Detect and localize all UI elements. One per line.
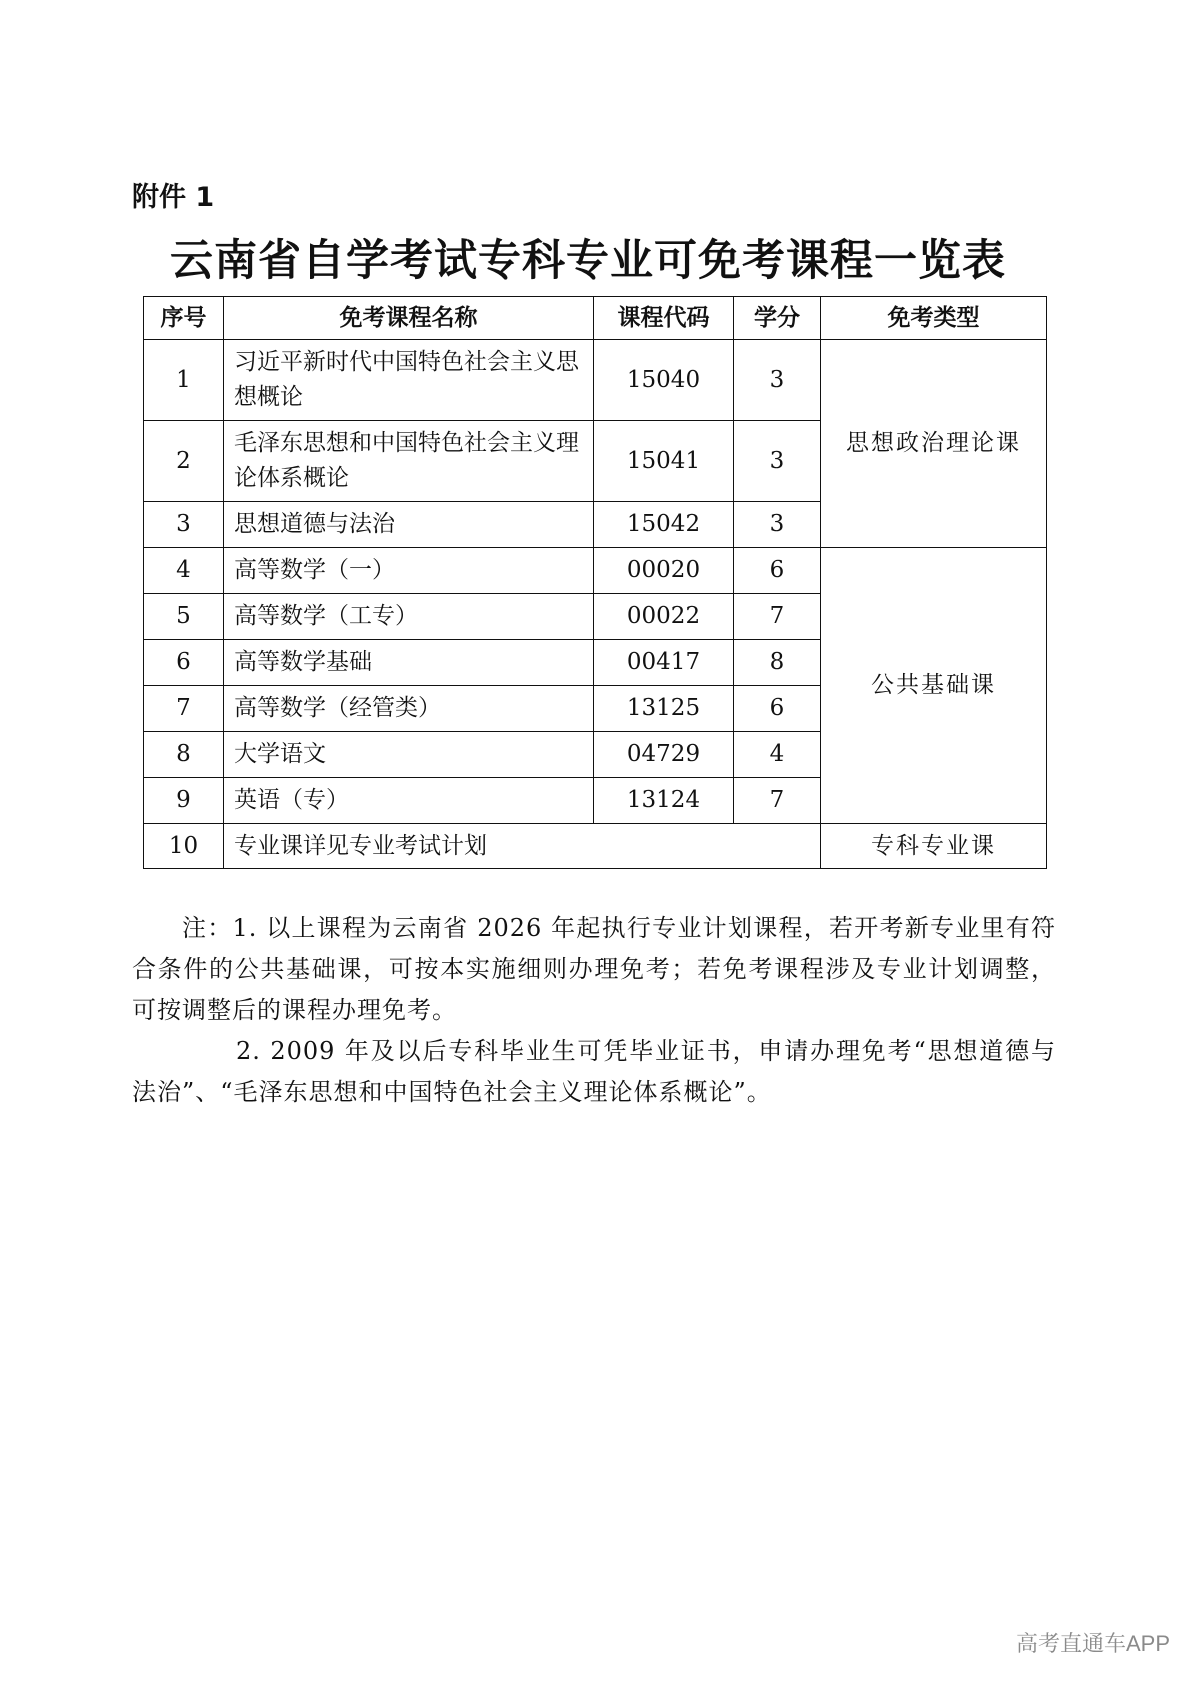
seq-cell: 7 bbox=[144, 686, 224, 732]
type-cell-specialized: 专科专业课 bbox=[821, 824, 1047, 869]
header-course-code: 课程代码 bbox=[594, 297, 734, 340]
header-credit: 学分 bbox=[734, 297, 821, 340]
course-code-cell: 00020 bbox=[594, 548, 734, 594]
credit-cell: 8 bbox=[734, 640, 821, 686]
course-code-cell: 15041 bbox=[594, 421, 734, 502]
watermark: 高考直通车APP bbox=[1015, 1631, 1170, 1656]
course-name-cell: 高等数学基础 bbox=[224, 640, 594, 686]
course-code-cell: 00417 bbox=[594, 640, 734, 686]
course-name-cell: 思想道德与法治 bbox=[224, 502, 594, 548]
header-exemption-type: 免考类型 bbox=[821, 297, 1047, 340]
document-title: 云南省自学考试专科专业可免考课程一览表 bbox=[170, 236, 1006, 286]
type-cell-political-theory: 思想政治理论课 bbox=[821, 340, 1047, 548]
course-code-cell: 00022 bbox=[594, 594, 734, 640]
type-cell-public-basic: 公共基础课 bbox=[821, 548, 1047, 824]
course-name-cell: 习近平新时代中国特色社会主义思想概论 bbox=[224, 340, 594, 421]
course-name-cell: 高等数学（经管类） bbox=[224, 686, 594, 732]
header-seq: 序号 bbox=[144, 297, 224, 340]
seq-cell: 4 bbox=[144, 548, 224, 594]
seq-cell: 8 bbox=[144, 732, 224, 778]
course-code-cell: 13125 bbox=[594, 686, 734, 732]
seq-cell: 6 bbox=[144, 640, 224, 686]
course-name-cell: 大学语文 bbox=[224, 732, 594, 778]
exemption-course-table bbox=[143, 296, 1047, 869]
course-name-cell: 高等数学（工专） bbox=[224, 594, 594, 640]
seq-cell: 1 bbox=[144, 340, 224, 421]
course-code-cell: 04729 bbox=[594, 732, 734, 778]
credit-cell: 3 bbox=[734, 421, 821, 502]
note-2: 2. 2009 年及以后专科毕业生可凭毕业证书，申请办理免考“思想道德与法治”、“毛泽东思想和中国特色社会主义理论体系概论”。 bbox=[132, 1037, 1056, 1106]
course-name-cell: 高等数学（一） bbox=[224, 548, 594, 594]
credit-cell: 7 bbox=[734, 594, 821, 640]
notes-section bbox=[132, 908, 1056, 1113]
table-row bbox=[144, 824, 1047, 869]
seq-cell: 9 bbox=[144, 778, 224, 824]
credit-cell: 6 bbox=[734, 686, 821, 732]
seq-cell: 10 bbox=[144, 824, 224, 869]
credit-cell: 6 bbox=[734, 548, 821, 594]
course-name-cell: 英语（专） bbox=[224, 778, 594, 824]
seq-cell: 3 bbox=[144, 502, 224, 548]
attachment-label: 附件 1 bbox=[132, 182, 215, 213]
credit-cell: 3 bbox=[734, 502, 821, 548]
credit-cell: 7 bbox=[734, 778, 821, 824]
table-row bbox=[144, 548, 1047, 594]
table-row bbox=[144, 340, 1047, 421]
note-1: 注：1. 以上课程为云南省 2026 年起执行专业计划课程，若开考新专业里有符合条件的公共基础课，可按本实施细则办理免考；若免考课程涉及专业计划调整，可按调整后的课程办理免考。 bbox=[132, 914, 1056, 1024]
credit-cell: 4 bbox=[734, 732, 821, 778]
table-header-row bbox=[144, 297, 1047, 340]
header-course-name: 免考课程名称 bbox=[224, 297, 594, 340]
course-name-cell: 毛泽东思想和中国特色社会主义理论体系概论 bbox=[224, 421, 594, 502]
course-code-cell: 13124 bbox=[594, 778, 734, 824]
course-code-cell: 15040 bbox=[594, 340, 734, 421]
seq-cell: 2 bbox=[144, 421, 224, 502]
credit-cell: 3 bbox=[734, 340, 821, 421]
course-name-cell: 专业课详见专业考试计划 bbox=[224, 824, 821, 869]
seq-cell: 5 bbox=[144, 594, 224, 640]
course-code-cell: 15042 bbox=[594, 502, 734, 548]
